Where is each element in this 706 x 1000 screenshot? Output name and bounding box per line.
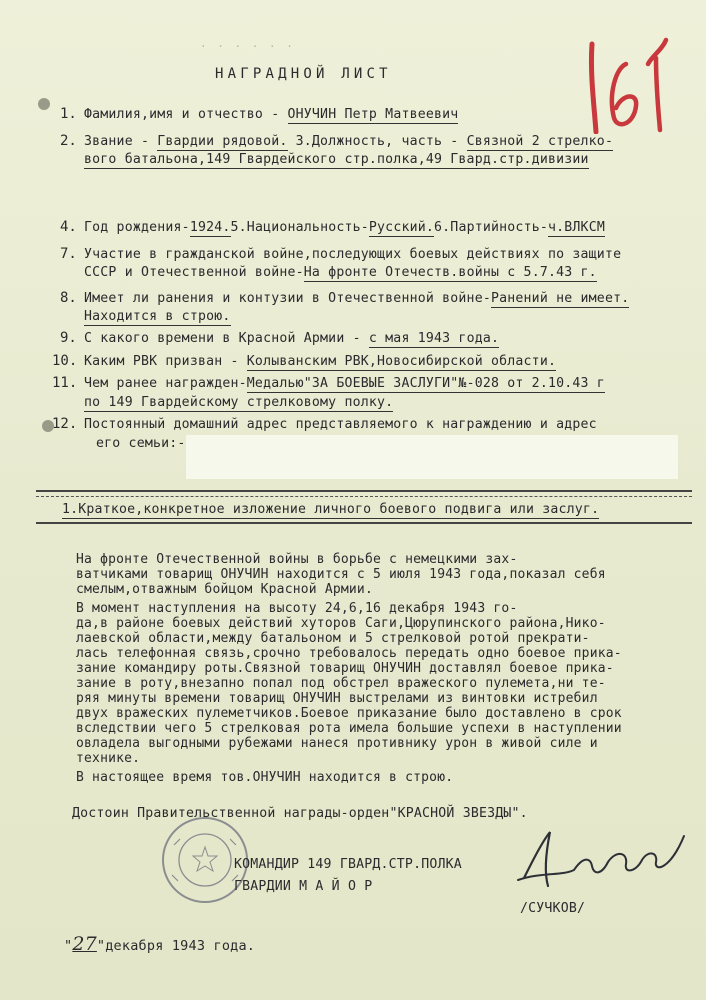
field-number: 11.: [52, 375, 78, 391]
field-number: 4.: [60, 219, 77, 235]
signatory-title: КОМАНДИР 149 ГВАРД.СТР.ПОЛКА: [234, 857, 462, 872]
narrative-line: овладела выгодными рубежами нанеся противнику урон в живой силе и: [76, 736, 598, 751]
field-number: 8.: [60, 290, 77, 306]
narrative-line: зание в роту,внезапно попал под обстрел вражеского пулемета,ни те-: [76, 676, 606, 691]
field-value-name: ОНУЧИН Петр Матвеевич: [287, 107, 459, 122]
field-label: Имеет ли ранения и контузии в Отечественной войне-: [84, 291, 491, 306]
punch-hole: [38, 98, 50, 110]
field-number: 12.: [52, 416, 78, 432]
field-value-unit: вого батальона,149 Гвардейского стр.полка,49 Гвард.стр.дивизии: [84, 152, 589, 167]
narrative-line: да,в районе боевых действий хуторов Саги,Цюрупинского района,Нико-: [76, 616, 606, 631]
date-day: 27: [72, 933, 97, 955]
field-label: Чем ранее награжден-: [84, 376, 247, 391]
field-value-draft-office: Колыванским РВК,Новосибирской области.: [246, 354, 557, 369]
field-value-party: ч.ВЛКСМ: [548, 220, 605, 235]
field-number: 9.: [60, 330, 77, 346]
field-number: 1.: [60, 106, 77, 122]
separator-line: [36, 522, 692, 524]
narrative-line: В настоящее время тов.ОНУЧИН находится в строю.: [76, 770, 454, 785]
narrative-line: ряя минуты времени товарищ ОНУЧИН выстрелами из винтовки истребил: [76, 691, 598, 706]
field-value-nationality: Русский.: [368, 220, 435, 235]
narrative-line: зание командиру роты.Связной товарищ ОНУЧИН доставлял боевое прика-: [76, 661, 614, 676]
conclusion-text: Достоин Правительственной награды-орден"КРАСНОЙ ЗВЕЗДЫ".: [72, 806, 528, 821]
field-label: Звание -: [84, 134, 150, 149]
signatory-rank: ГВАРДИИ М А Й О Р: [234, 879, 373, 894]
narrative-line: лаевской области,между батальоном и 5 стрелковой ротой прекрати-: [76, 631, 590, 646]
field-label: Участие в гражданской войне,последующих боевых действиях по защите: [84, 247, 622, 262]
field-label: 3.Должность, часть -: [295, 134, 459, 149]
field-value-birth-year: 1924.: [189, 220, 231, 235]
field-label: Год рождения-: [84, 220, 190, 235]
field-value-previous-award: Медалью"ЗА БОЕВЫЕ ЗАСЛУГИ"№-028 от 2.10.43 г: [246, 376, 605, 391]
field-value-status: Находится в строю.: [84, 309, 231, 324]
field-value-previous-award-unit: по 149 Гвардейскому стрелковому полку.: [84, 395, 394, 410]
date-quote: ": [64, 938, 73, 954]
narrative-line: вследствии чего 5 стрелковая рота имела большие успехи в наступлении: [76, 721, 622, 736]
field-label: Каким РВК призван -: [84, 354, 239, 369]
section-heading: 1.Краткое,конкретное изложение личного боевого подвига или заслуг.: [62, 502, 600, 517]
field-value-position: Связной 2 стрелко-: [466, 134, 614, 149]
narrative-line: В момент наступления на высоту 24,6,16 декабря 1943 го-: [76, 601, 518, 616]
date-rest: декабря 1943 года.: [105, 938, 256, 954]
field-label: С какого времени в Красной Армии -: [84, 331, 361, 346]
handwritten-signature: [512, 822, 694, 904]
field-label: его семьи:-: [96, 436, 186, 451]
narrative-line: На фронте Отечественной войны в борьбе с немецкими зах-: [76, 552, 518, 567]
date-quote: ": [96, 938, 106, 954]
narrative-line: двух вражеских пулеметчиков.Боевое приказание было доставлено в срок: [76, 706, 622, 721]
faint-bleed-through: · · · · · ·: [200, 40, 295, 53]
redacted-address: [186, 435, 678, 479]
field-value-wounds: Ранений не имеет.: [490, 291, 630, 306]
field-number: 2.: [60, 133, 77, 149]
red-pencil-mark: [578, 34, 678, 138]
field-label: 5.Национальность-: [230, 220, 369, 235]
narrative-line: технике.: [76, 751, 141, 766]
field-label: Фамилия,имя и отчество -: [84, 107, 280, 122]
signatory-name: /СУЧКОВ/: [520, 901, 586, 916]
document-title: НАГРАДНОЙ ЛИСТ: [215, 66, 392, 82]
field-number: 10.: [52, 353, 78, 369]
narrative-line: ватчиками товарищ ОНУЧИН находится с 5 июля 1943 года,показал себя: [76, 567, 606, 582]
field-value-service-start: с мая 1943 года.: [368, 331, 500, 346]
field-value-rank: Гвардии рядовой.: [157, 134, 288, 149]
field-label: 6.Партийность-: [434, 220, 548, 235]
narrative-line: лась телефонная связь,срочно требовалось передать одно боевое прика-: [76, 646, 622, 661]
separator-line: [36, 490, 692, 492]
field-value-war-participation: На фронте Отечеств.войны с 5.7.43 г.: [303, 265, 597, 280]
narrative-line: смелым,отважным бойцом Красной Армии.: [76, 582, 373, 597]
field-label: СССР и Отечественной войне-: [84, 265, 304, 280]
field-number: 7.: [60, 246, 77, 262]
separator-line: [36, 496, 692, 497]
field-label: Постоянный домашний адрес представляемого к награждению и адрес: [84, 417, 597, 432]
